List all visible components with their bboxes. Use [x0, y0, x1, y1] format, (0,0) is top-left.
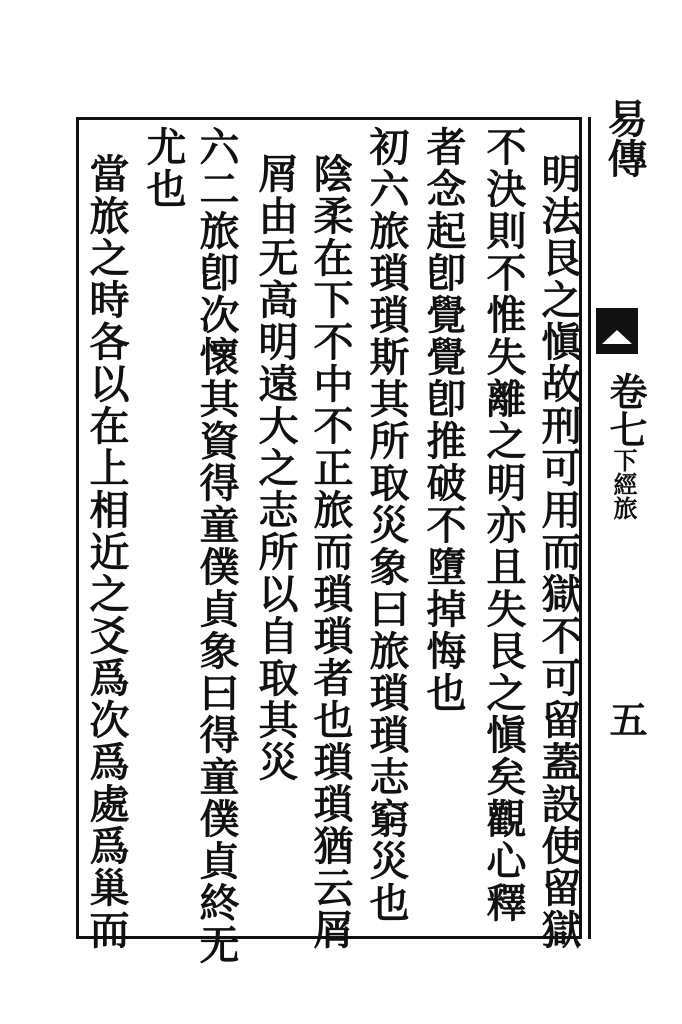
gutter-line: [588, 117, 591, 939]
section-label: 下經旅: [609, 448, 638, 520]
text-column-7: 六二旅卽次懷其資得童僕貞象曰得童僕貞終无: [193, 126, 240, 966]
text-column-1: 明法艮之愼故刑可用而獄不可留蓋設使留獄: [535, 153, 582, 951]
fishtail-mark-icon: [596, 308, 638, 354]
text-column-6: 屑由无高明遠大之志所以自取其災: [252, 153, 299, 783]
page-number: 五: [603, 700, 648, 738]
text-column-5: 陰柔在下不中不正旅而瑣瑣者也瑣瑣猶云屑: [307, 153, 354, 951]
text-column-9: 當旅之時各以在上相近之爻爲次爲處爲巢而: [83, 153, 130, 951]
text-column-4: 初六旅瑣瑣斯其所取災象曰旅瑣瑣志窮災也: [363, 126, 410, 924]
book-title: 易傳: [601, 98, 648, 178]
text-column-2: 不決則不惟失離之明亦且失艮之愼矣觀心釋: [480, 126, 527, 924]
text-column-3: 者念起卽覺覺卽推破不墮掉悔也: [420, 126, 467, 714]
volume-label: 卷七: [603, 372, 648, 448]
text-column-8: 尤也: [140, 126, 187, 210]
